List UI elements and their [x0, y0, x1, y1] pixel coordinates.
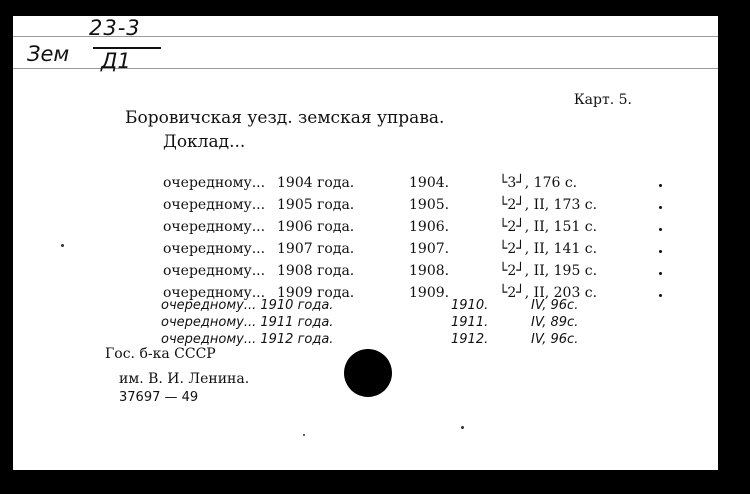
entry-ref: └2┘, II, 195 с. [499, 263, 598, 279]
document-title: Доклад... [163, 132, 246, 152]
entry-year: 1905. [409, 197, 450, 213]
handwritten-row [161, 332, 651, 349]
entry-text: очередному... [163, 285, 266, 301]
entry-year-text: 1904 года. [277, 175, 355, 191]
entry-year-text: 1908 года. [277, 263, 355, 279]
hw-entry-text: очередному... 1912 года. [161, 332, 334, 347]
entry-year: 1908. [409, 263, 450, 279]
entry-ref: └2┘, II, 141 с. [499, 241, 598, 257]
entry-row [163, 175, 683, 197]
card-number: Карт. 5. [573, 92, 632, 108]
hw-entry-year: 1910. [451, 298, 489, 313]
entry-row [163, 219, 683, 241]
entry-year: 1907. [409, 241, 450, 257]
entry-text: очередному... [163, 263, 266, 279]
handwritten-entries [161, 298, 651, 349]
scan-speck [461, 426, 464, 429]
entry-year-text: 1909 года. [277, 285, 355, 301]
typed-entries [163, 175, 683, 307]
entry-text: очередному... [163, 175, 266, 191]
entry-text: очередному... [163, 197, 266, 213]
entry-ref: └2┘, II, 173 с. [499, 197, 598, 213]
entry-year-text: 1905 года. [277, 197, 355, 213]
handwritten-code-top: 23-3 [89, 16, 141, 40]
dot-mark [659, 272, 662, 275]
dot-mark [659, 294, 662, 297]
hw-entry-ref: IV, 96с. [531, 332, 579, 347]
entry-ref: └2┘, II, 151 с. [499, 219, 598, 235]
library-name-cont: им. В. И. Ленина. [119, 371, 250, 387]
entry-row [163, 263, 683, 285]
entry-text: очередному... [163, 241, 266, 257]
handwritten-row [161, 315, 651, 332]
dot-mark [659, 228, 662, 231]
dot-mark [659, 206, 662, 209]
handwritten-prefix: Зем [27, 42, 70, 66]
catalog-card [13, 16, 718, 470]
entry-year: 1904. [409, 175, 450, 191]
hw-entry-text: очередному... 1910 года. [161, 298, 334, 313]
entry-ref: └3┘, 176 с. [499, 175, 578, 191]
entry-ref: └2┘, II, 203 с. [499, 285, 598, 301]
hw-entry-ref: IV, 96с. [531, 298, 579, 313]
hw-entry-year: 1911. [451, 315, 489, 330]
entry-year-text: 1907 года. [277, 241, 355, 257]
punch-hole [344, 349, 392, 397]
entry-row [163, 197, 683, 219]
handwritten-code-bottom: Д1 [101, 49, 131, 73]
dot-mark [659, 184, 662, 187]
hw-entry-text: очередному... 1911 года. [161, 315, 334, 330]
scan-speck [303, 434, 305, 436]
dot-mark [659, 250, 662, 253]
hw-entry-year: 1912. [451, 332, 489, 347]
hw-entry-ref: IV, 89с. [531, 315, 579, 330]
entry-year: 1909. [409, 285, 450, 301]
handwritten-row [161, 298, 651, 315]
print-code: 37697 — 49 [119, 390, 199, 405]
entry-text: очередному... [163, 219, 266, 235]
entry-row [163, 241, 683, 263]
scan-speck [61, 244, 64, 247]
entry-year: 1906. [409, 219, 450, 235]
entry-year-text: 1906 года. [277, 219, 355, 235]
library-name: Гос. б-ка СССР [105, 346, 216, 362]
organization-title: Боровичская уезд. земская управа. [125, 108, 445, 128]
